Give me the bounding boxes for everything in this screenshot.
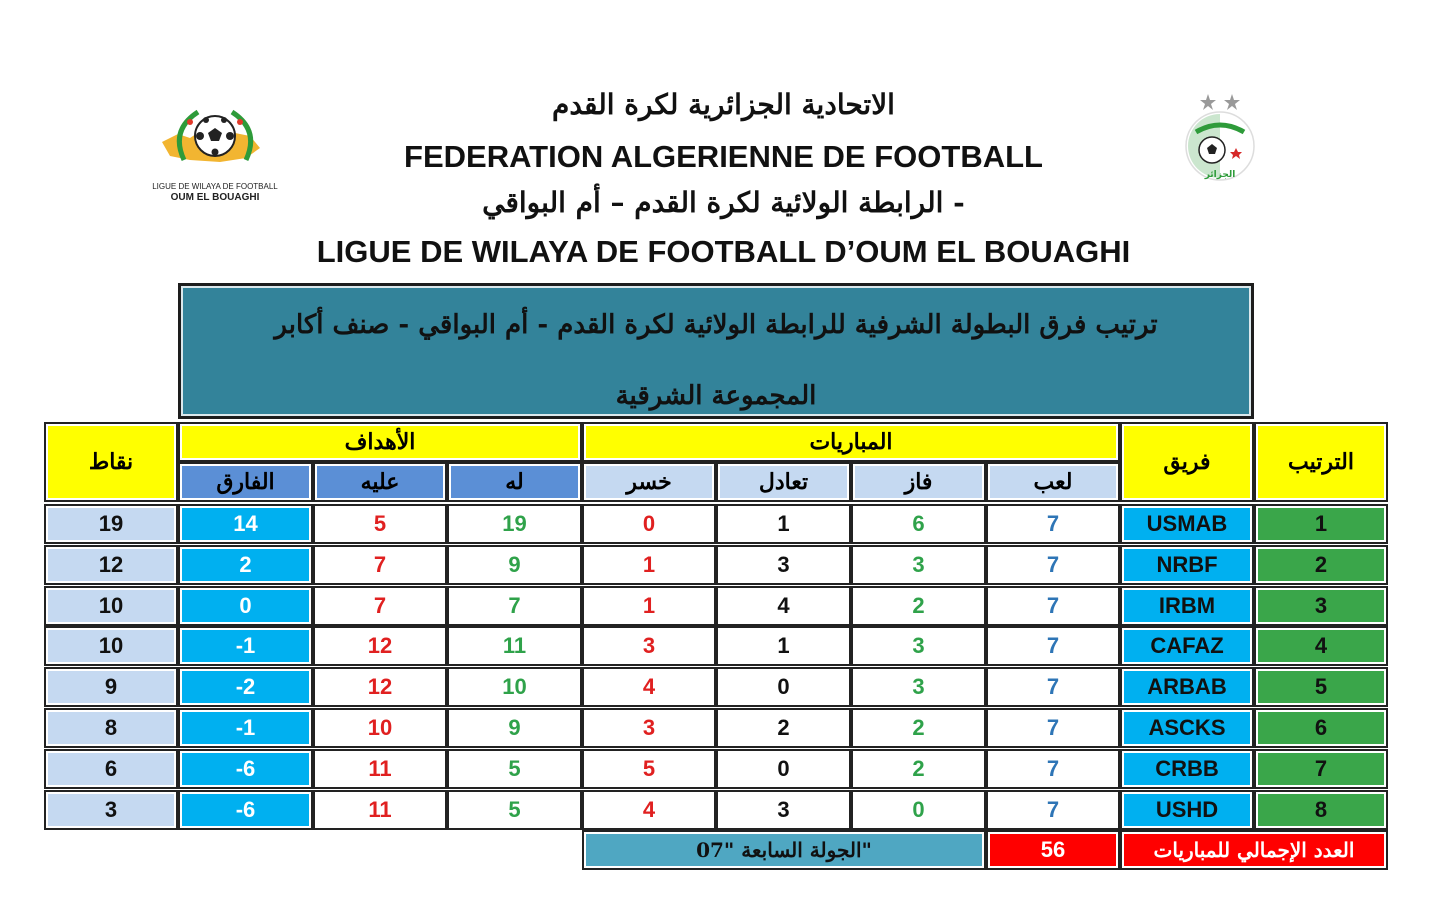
won-cell: 2	[851, 708, 986, 748]
rank-cell: 2	[1254, 545, 1388, 585]
lost-cell: 4	[582, 667, 716, 707]
won-cell: 2	[851, 749, 986, 789]
won-cell: 6	[851, 504, 986, 544]
played-cell: 7	[986, 708, 1120, 748]
goals-against-cell: 10	[313, 708, 447, 748]
goals-against-cell: 7	[313, 586, 447, 626]
rank-cell: 7	[1254, 749, 1388, 789]
col-gf-header: له	[447, 462, 582, 502]
col-diff-header: الفارق	[178, 462, 313, 502]
col-won-header: فاز	[851, 462, 986, 502]
points-cell: 3	[44, 790, 178, 830]
goals-against-cell: 11	[313, 749, 447, 789]
league-title-fr: LIGUE DE WILAYA DE FOOTBALL D’OUM EL BOUAGHI	[316, 234, 1131, 269]
goals-for-cell: 19	[447, 504, 582, 544]
rank-cell: 4	[1254, 626, 1388, 666]
rank-cell: 3	[1254, 586, 1388, 626]
goal-diff-cell: 0	[178, 586, 313, 626]
played-cell: 7	[986, 586, 1120, 626]
total-matches-value: 56	[986, 830, 1120, 870]
rank-cell: 5	[1254, 667, 1388, 707]
points-cell: 9	[44, 667, 178, 707]
goals-against-cell: 7	[313, 545, 447, 585]
round-label: الجولة السابعة "07"	[582, 830, 986, 870]
league-logo-line1: LIGUE DE WILAYA DE FOOTBALL	[152, 182, 278, 191]
draw-cell: 3	[716, 790, 851, 830]
rank-cell: 6	[1254, 708, 1388, 748]
rank-cell: 8	[1254, 790, 1388, 830]
league-logo	[150, 100, 280, 210]
lost-cell: 4	[582, 790, 716, 830]
goals-for-cell: 9	[447, 545, 582, 585]
lost-cell: 3	[582, 626, 716, 666]
col-played-header: لعب	[986, 462, 1120, 502]
points-cell: 10	[44, 626, 178, 666]
col-matches-header: المباريات	[582, 422, 1120, 462]
goals-for-cell: 5	[447, 749, 582, 789]
team-name: NRBF	[1120, 545, 1254, 585]
league-emblem-icon	[150, 100, 280, 180]
team-name: ASCKS	[1120, 708, 1254, 748]
federation-title-fr: FEDERATION ALGERIENNE DE FOOTBALL	[404, 139, 1043, 174]
played-cell: 7	[986, 504, 1120, 544]
played-cell: 7	[986, 790, 1120, 830]
col-lost-header: خسر	[582, 462, 716, 502]
won-cell: 3	[851, 545, 986, 585]
goal-diff-cell: 2	[178, 545, 313, 585]
goals-against-cell: 11	[313, 790, 447, 830]
team-name: CAFAZ	[1120, 626, 1254, 666]
won-cell: 3	[851, 626, 986, 666]
rank-cell: 1	[1254, 504, 1388, 544]
lost-cell: 3	[582, 708, 716, 748]
goals-for-cell: 11	[447, 626, 582, 666]
goals-against-cell: 5	[313, 504, 447, 544]
faf-logo-caption: الجزائر	[1204, 170, 1236, 180]
points-cell: 8	[44, 708, 178, 748]
goal-diff-cell: -1	[178, 708, 313, 748]
played-cell: 7	[986, 545, 1120, 585]
goals-for-cell: 5	[447, 790, 582, 830]
faf-logo	[1180, 88, 1260, 188]
team-name: USMAB	[1120, 504, 1254, 544]
lost-cell: 0	[582, 504, 716, 544]
col-ga-header: عليه	[313, 462, 447, 502]
goals-against-cell: 12	[313, 626, 447, 666]
col-goals-header: الأهداف	[178, 422, 582, 462]
goals-for-cell: 10	[447, 667, 582, 707]
col-draw-header: تعادل	[716, 462, 851, 502]
draw-cell: 4	[716, 586, 851, 626]
team-name: USHD	[1120, 790, 1254, 830]
total-matches-label: العدد الإجمالي للمباريات	[1120, 830, 1388, 870]
points-cell: 19	[44, 504, 178, 544]
draw-cell: 0	[716, 749, 851, 789]
standings-title: ترتيب فرق البطولة الشرفية للرابطة الولائية لكرة القدم - أم البواقي - صنف أكابر	[274, 310, 1158, 340]
col-team-header: فريق	[1120, 422, 1254, 502]
team-name: IRBM	[1120, 586, 1254, 626]
draw-cell: 0	[716, 667, 851, 707]
goal-diff-cell: -6	[178, 749, 313, 789]
group-name: المجموعة الشرقية	[615, 381, 817, 411]
goals-for-cell: 7	[447, 586, 582, 626]
standings-title-box	[178, 283, 1254, 419]
won-cell: 3	[851, 667, 986, 707]
lost-cell: 1	[582, 586, 716, 626]
goal-diff-cell: 14	[178, 504, 313, 544]
lost-cell: 5	[582, 749, 716, 789]
goals-for-cell: 9	[447, 708, 582, 748]
draw-cell: 1	[716, 626, 851, 666]
draw-cell: 1	[716, 504, 851, 544]
points-cell: 6	[44, 749, 178, 789]
draw-cell: 2	[716, 708, 851, 748]
federation-title-ar: الاتحادية الجزائرية لكرة القدم	[552, 88, 895, 121]
goals-against-cell: 12	[313, 667, 447, 707]
draw-cell: 3	[716, 545, 851, 585]
won-cell: 2	[851, 586, 986, 626]
col-points-header: نقاط	[44, 422, 178, 502]
played-cell: 7	[986, 626, 1120, 666]
goal-diff-cell: -2	[178, 667, 313, 707]
points-cell: 10	[44, 586, 178, 626]
goal-diff-cell: -1	[178, 626, 313, 666]
league-logo-line2: OUM EL BOUAGHI	[170, 192, 260, 203]
played-cell: 7	[986, 749, 1120, 789]
team-name: ARBAB	[1120, 667, 1254, 707]
played-cell: 7	[986, 667, 1120, 707]
league-title-ar: الرابطة الولائية لكرة القدم – أم البواقي -	[482, 186, 965, 219]
points-cell: 12	[44, 545, 178, 585]
team-name: CRBB	[1120, 749, 1254, 789]
goal-diff-cell: -6	[178, 790, 313, 830]
lost-cell: 1	[582, 545, 716, 585]
won-cell: 0	[851, 790, 986, 830]
col-rank-header: الترتيب	[1254, 422, 1388, 502]
